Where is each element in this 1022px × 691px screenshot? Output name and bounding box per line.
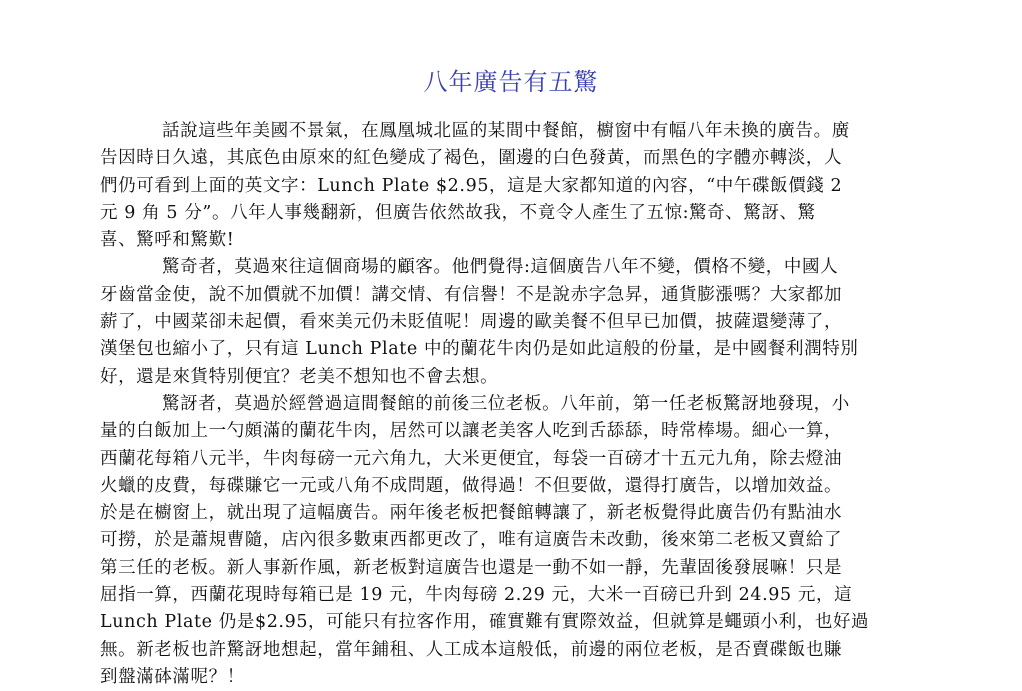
text-line: 話說這些年美國不景氣，在鳳凰城北區的某間中餐館，櫥窗中有幅八年未換的廣告。廣 bbox=[162, 121, 850, 141]
text-line: 元 9 角 5 分”。八年人事幾翻新，但廣告依然故我，不竟令人產生了五惊:驚奇、驚訝、驚 bbox=[100, 202, 816, 223]
text-line: 告因時日久遠，其底色由原來的紅色變成了褐色，圍邊的白色發黃，而黑色的字體亦轉淡，人 bbox=[100, 148, 843, 169]
text-line: 於是在櫥窗上，就出現了這幅廣告。兩年後老板把餐館轉讓了，新老板覺得此廣告仍有點油水 bbox=[100, 503, 843, 524]
text-line: 可撈，於是蕭規曹隨，店內很多數東西都更改了，唯有這廣告未改動，後來第二老板又賣給了 bbox=[100, 530, 843, 551]
text-line: 到盤滿砵滿呢？！ bbox=[100, 666, 245, 687]
text-line: 量的白飯加上一勺頗滿的蘭花牛肉，居然可以讓老美客人吃到舌舔舔，時常棒場。細心一算， bbox=[100, 421, 843, 442]
text-line: 無。新老板也許驚訝地想起，當年鋪租、人工成本這般低，前邊的兩位老板，是否賣碟飯也賺 bbox=[100, 639, 843, 660]
text-line: Lunch Plate 仍是$2.95，可能只有拉客作用，確實難有實際效益，但就算是蠅頭小利，也好過 bbox=[100, 612, 870, 633]
text-line: 第三任的老板。新人事新作風，新老板對這廣告也還是一動不如一靜，先輩固後發展嘛！只是 bbox=[100, 557, 843, 578]
text-line: 驚訝者，莫過於經營過這間餐館的前後三位老板。八年前，第一任老板驚訝地發現，小 bbox=[162, 393, 850, 414]
text-line: 喜、驚呼和驚歎! bbox=[100, 230, 235, 251]
text-line: 薪了，中國菜卻未起價，看來美元仍未貶值呢！周邊的歐美餐不但早已加價，披薩還變薄了， bbox=[100, 312, 843, 333]
text-line: 牙齒當金使，說不加價就不加價！講交情、有信譽！不是說赤字急昇，通貨膨漲嗎？大家都加 bbox=[100, 284, 843, 305]
text-line: 好，還是來貨特別便宜？老美不想知也不會去想。 bbox=[100, 366, 499, 387]
article-body bbox=[100, 118, 942, 691]
text-line: 驚奇者，莫過來往這個商場的顧客。他們覺得:這個廣告八年不變，價格不變，中國人 bbox=[162, 257, 839, 278]
text-line: 西蘭花每箱八元半，牛肉每磅一元六角九，大米更便宜，每袋一百磅才十五元九角，除去燈油 bbox=[100, 448, 843, 469]
document-title: 八年廣告有五驚 bbox=[423, 68, 599, 96]
text-line: 漢堡包也縮小了，只有這 Lunch Plate 中的蘭花牛肉仍是如此這般的份量，是中國餐利潤特別 bbox=[100, 339, 859, 360]
text-line: 火蠟的皮費，每碟賺它一元或八角不成問題，做得過！不但要做，還得打廣告，以增加效益。 bbox=[100, 475, 843, 496]
text-line: 們仍可看到上面的英文字：Lunch Plate $2.95，這是大家都知道的內容，“中午碟飯價錢 2 bbox=[100, 175, 843, 196]
text-line: 屈指一算，西蘭花現時每箱已是 19 元，牛肉每磅 2.29 元，大米一百磅已升到 24.95 元，這 bbox=[100, 585, 853, 606]
